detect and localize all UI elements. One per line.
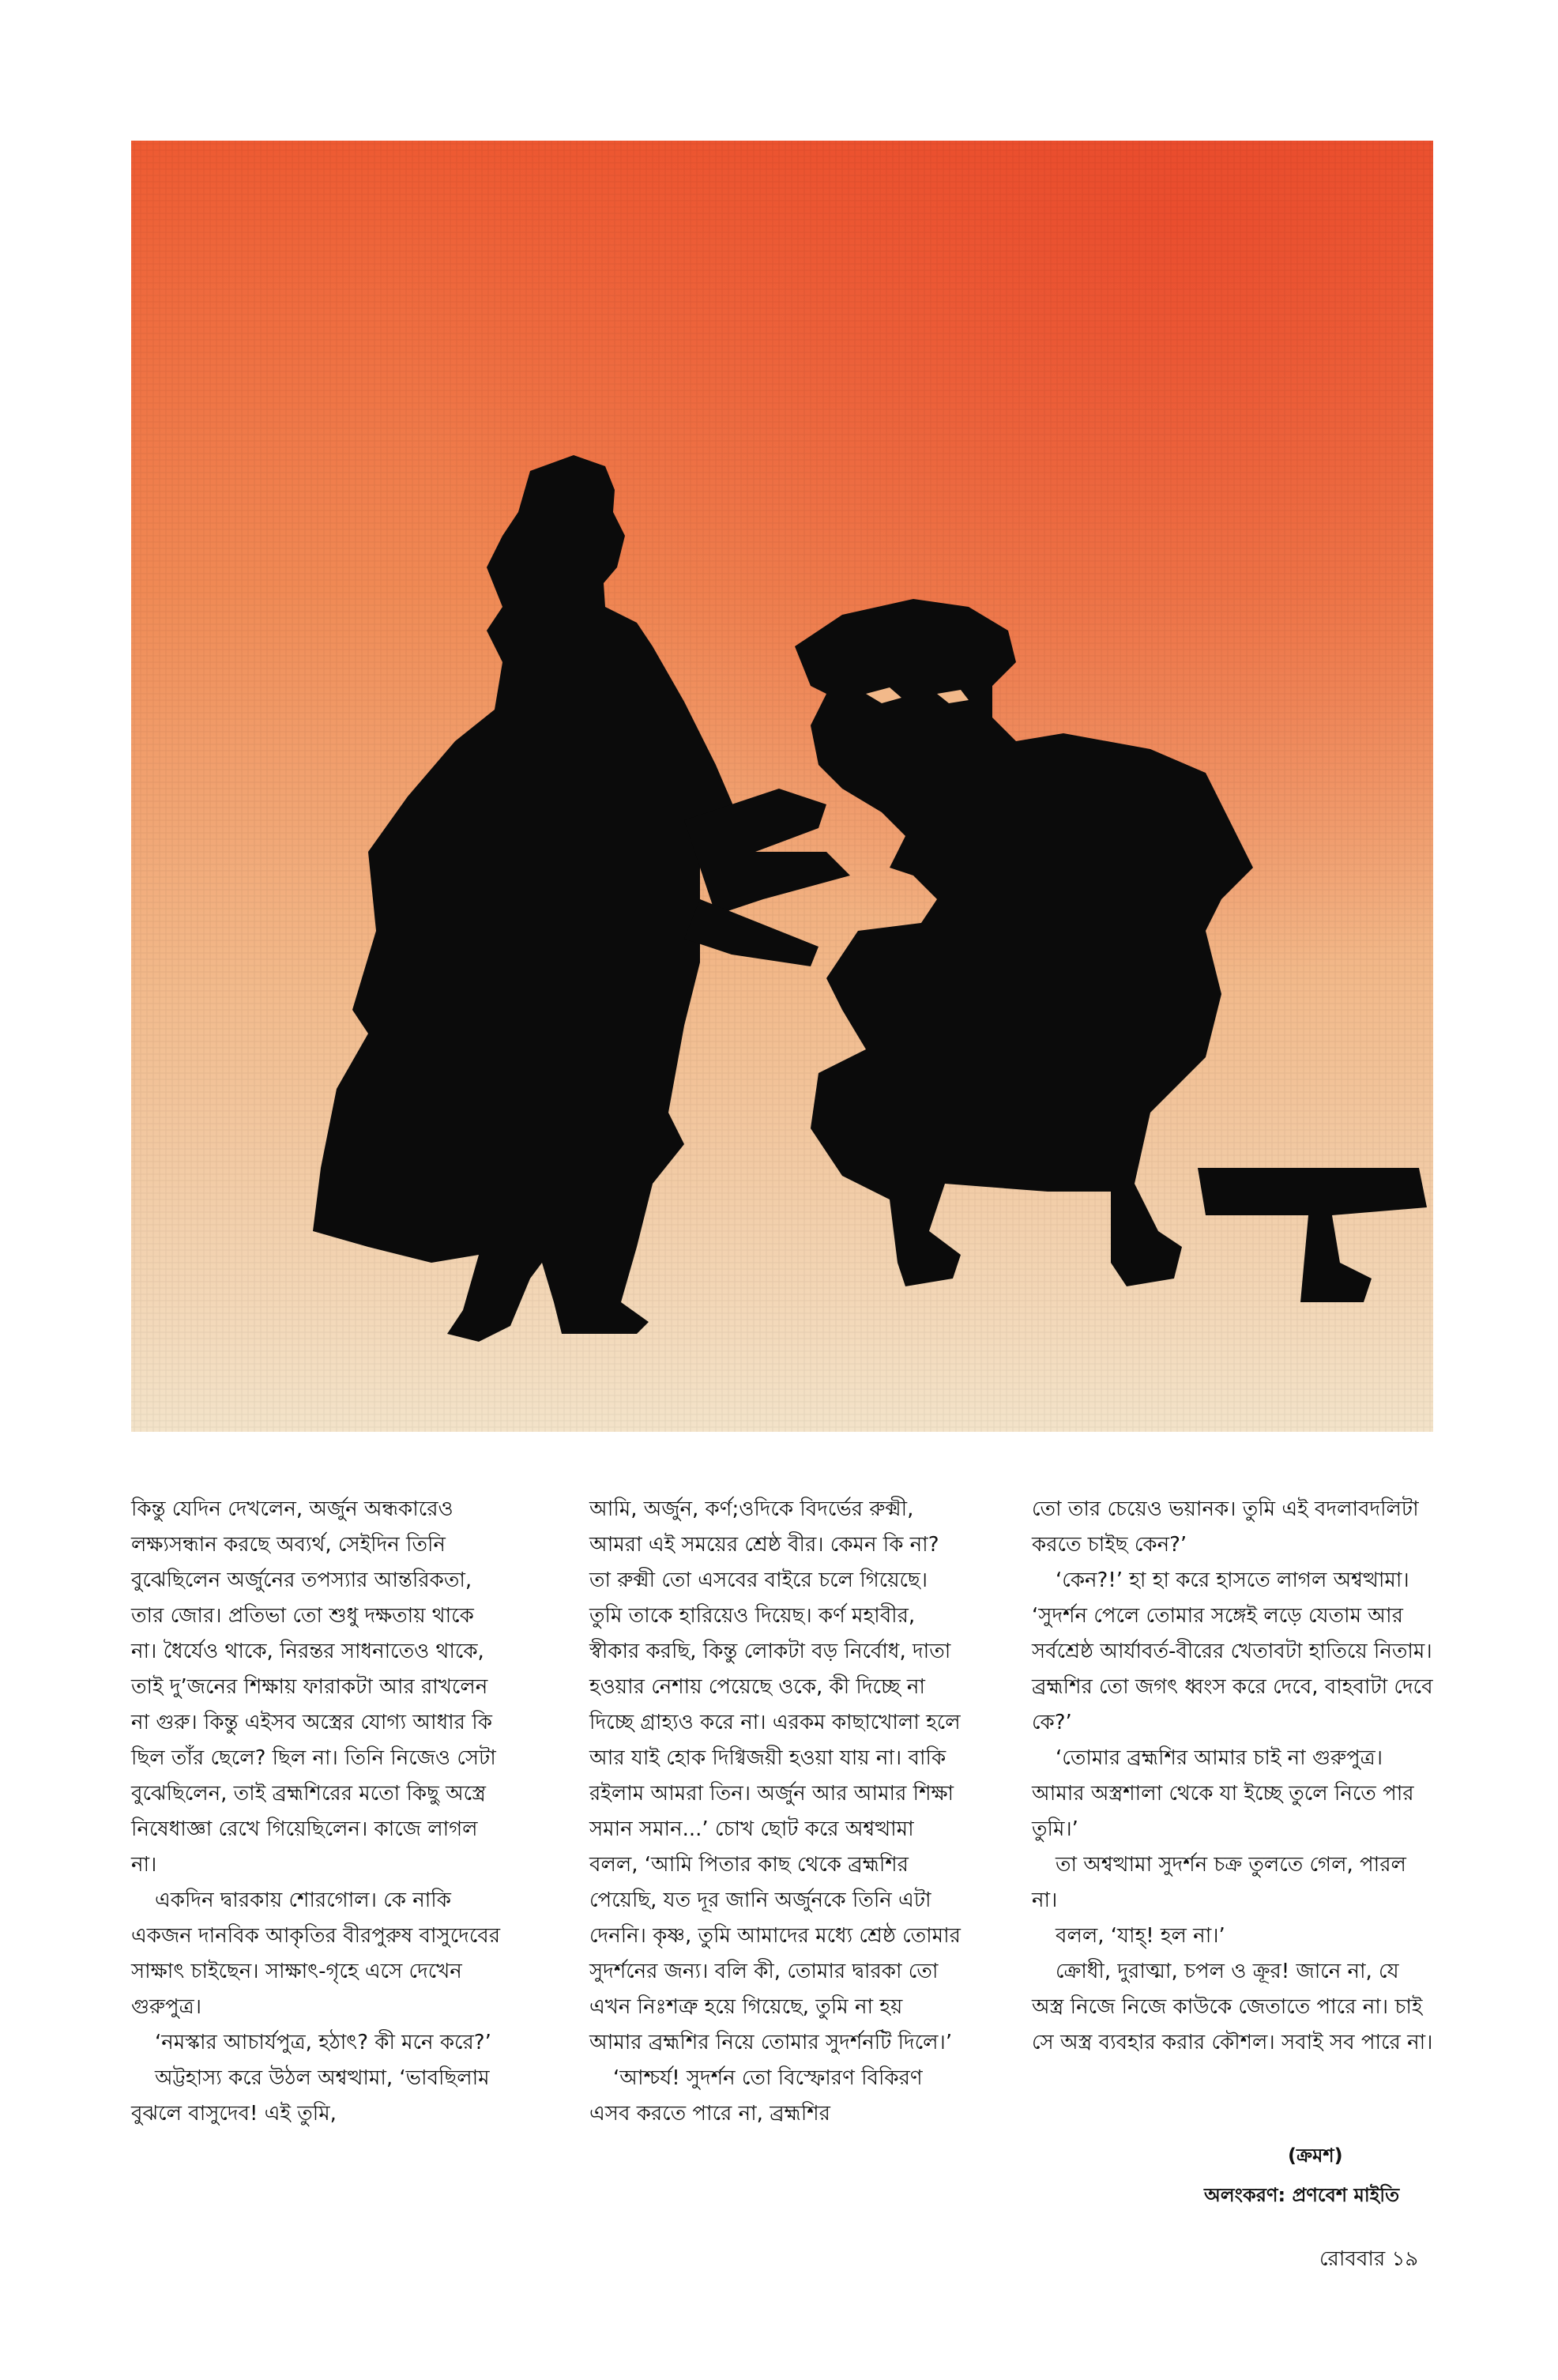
illustration-credit: অলংকরণ: প্রণবেশ মাইতি	[1204, 2184, 1400, 2206]
paragraph: ‘আশ্চর্য! সুদর্শন তো বিস্ফোরণ বিকিরণ এসব করতে পারে না, ব্রহ্মশির	[589, 2066, 923, 2126]
silhouette-illustration	[131, 141, 1433, 1432]
paragraph: অট্টহাস্য করে উঠল অশ্বত্থামা, ‘ভাবছিলাম বুঝলে বাসুদেব! এই তুমি,	[131, 2066, 490, 2126]
text-column-1	[131, 1492, 502, 2132]
text-column-2	[589, 1492, 961, 2132]
page-number: রোববার ১৯	[1319, 2247, 1419, 2271]
paragraph: কিন্তু যেদিন দেখলেন, অর্জুন অন্ধকারেও লক্ষ্যসন্ধান করছে অব্যর্থ, সেইদিন তিনি বুঝেছিলেন অর্জুনের তপস্যার আন্তরিকতা, তার জোর। প্রতিভা তো শুধু দক্ষতায় থাকে না। ধৈর্যেও থাকে, নিরন্তর সাধনাতেও থাকে, তাই দু’জনের শিক্ষায় ফারাকটা আর রাখলেন না গুরু। কিন্তু এইসব অস্ত্রের যোগ্য আধার কি ছিল তাঁর ছেলে? ছিল না। তিনি নিজেও সেটা বুঝেছিলেন, তাই ব্রহ্মশিরের মতো কিছু অস্ত্রে নিষেধাজ্ঞা রেখে গিয়েছিলেন। কাজে লাগল না।	[131, 1497, 496, 1877]
paragraph: তো তার চেয়েও ভয়ানক। তুমি এই বদলাবদলিটা করতে চাইছ কেন?’	[1032, 1497, 1419, 1557]
paragraph: ‘তোমার ব্রহ্মশির আমার চাই না গুরুপুত্র। আমার অস্ত্রশালা থেকে যা ইচ্ছে তুলে নিতে পার তুমি।’	[1032, 1746, 1414, 1841]
paragraph: ক্রোধী, দুরাত্মা, চপল ও ক্রূর! জানে না, যে অস্ত্র নিজে নিজে কাউকে জেতাতে পারে না। চাই সে অস্ত্র ব্যবহার করার কৌশল। সবাই সব পারে না।	[1032, 1960, 1433, 2054]
illustration-canvas	[131, 141, 1433, 1432]
text-column-3	[1032, 1492, 1433, 2061]
paragraph: আমি, অর্জুন, কর্ণ;ওদিকে বিদর্ভের রুক্মী, আমরা এই সময়ের শ্রেষ্ঠ বীর। কেমন কি না? তা রুক্মী তো এসবের বাইরে চলে গিয়েছে। তুমি তাকে হারিয়েও দিয়েছ। কর্ণ মহাবীর, স্বীকার করছি, কিন্তু লোকটা বড় নির্বোধ, দাতা হওয়ার নেশায় পেয়েছে ওকে, কী দিচ্ছে না দিচ্ছে গ্রাহ্যও করে না। এরকম কাছাখোলা হলে আর যাই হোক দিগ্বিজয়ী হওয়া যায় না। বাকি রইলাম আমরা তিন। অর্জুন আর আমার শিক্ষা সমান সমান...’ চোখ ছোট করে অশ্বত্থামা বলল, ‘আমি পিতার কাছ থেকে ব্রহ্মশির পেয়েছি, যত দূর জানি অর্জুনকে তিনি এটা দেননি। কৃষ্ণ, তুমি আমাদের মধ্যে শ্রেষ্ঠ তোমার সুদর্শনের জন্য। বলি কী, তোমার দ্বারকা তো এখন নিঃশত্রু হয়ে গিয়েছে, তুমি না হয় আমার ব্রহ্মশির নিয়ে তোমার সুদর্শনটি দিলে।’	[589, 1497, 961, 2054]
paragraph: তা অশ্বত্থামা সুদর্শন চক্র তুলতে গেল, পারল না।	[1032, 1853, 1406, 1912]
continued-label: (ক্রমশ)	[1288, 2145, 1343, 2167]
article-body	[131, 1492, 1433, 2187]
paragraph: বলল, ‘যাহ্! হল না।’	[1056, 1924, 1225, 1948]
paragraph: ‘কেন?!’ হা হা করে হাসতে লাগল অশ্বত্থামা। ‘সুদর্শন পেলে তোমার সঙ্গেই লড়ে যেতাম আর সর্বশ্রেষ্ঠ আর্যাবর্ত-বীরের খেতাবটা হাতিয়ে নিতাম। ব্রহ্মশির তো জগৎ ধ্বংস করে দেবে, বাহবাটা দেবে কে?’	[1032, 1568, 1433, 1734]
paragraph: একদিন দ্বারকায় শোরগোল। কে নাকি একজন দানবিক আকৃতির বীরপুরুষ বাসুদেবের সাক্ষাৎ চাইছেন। সাক্ষাৎ-গৃহে এসে দেখেন গুরুপুত্র।	[131, 1889, 501, 2019]
paragraph: ‘নমস্কার আচার্যপুত্র, হঠাৎ? কী মনে করে?’	[155, 2031, 491, 2054]
canvas-texture	[131, 141, 1433, 1432]
